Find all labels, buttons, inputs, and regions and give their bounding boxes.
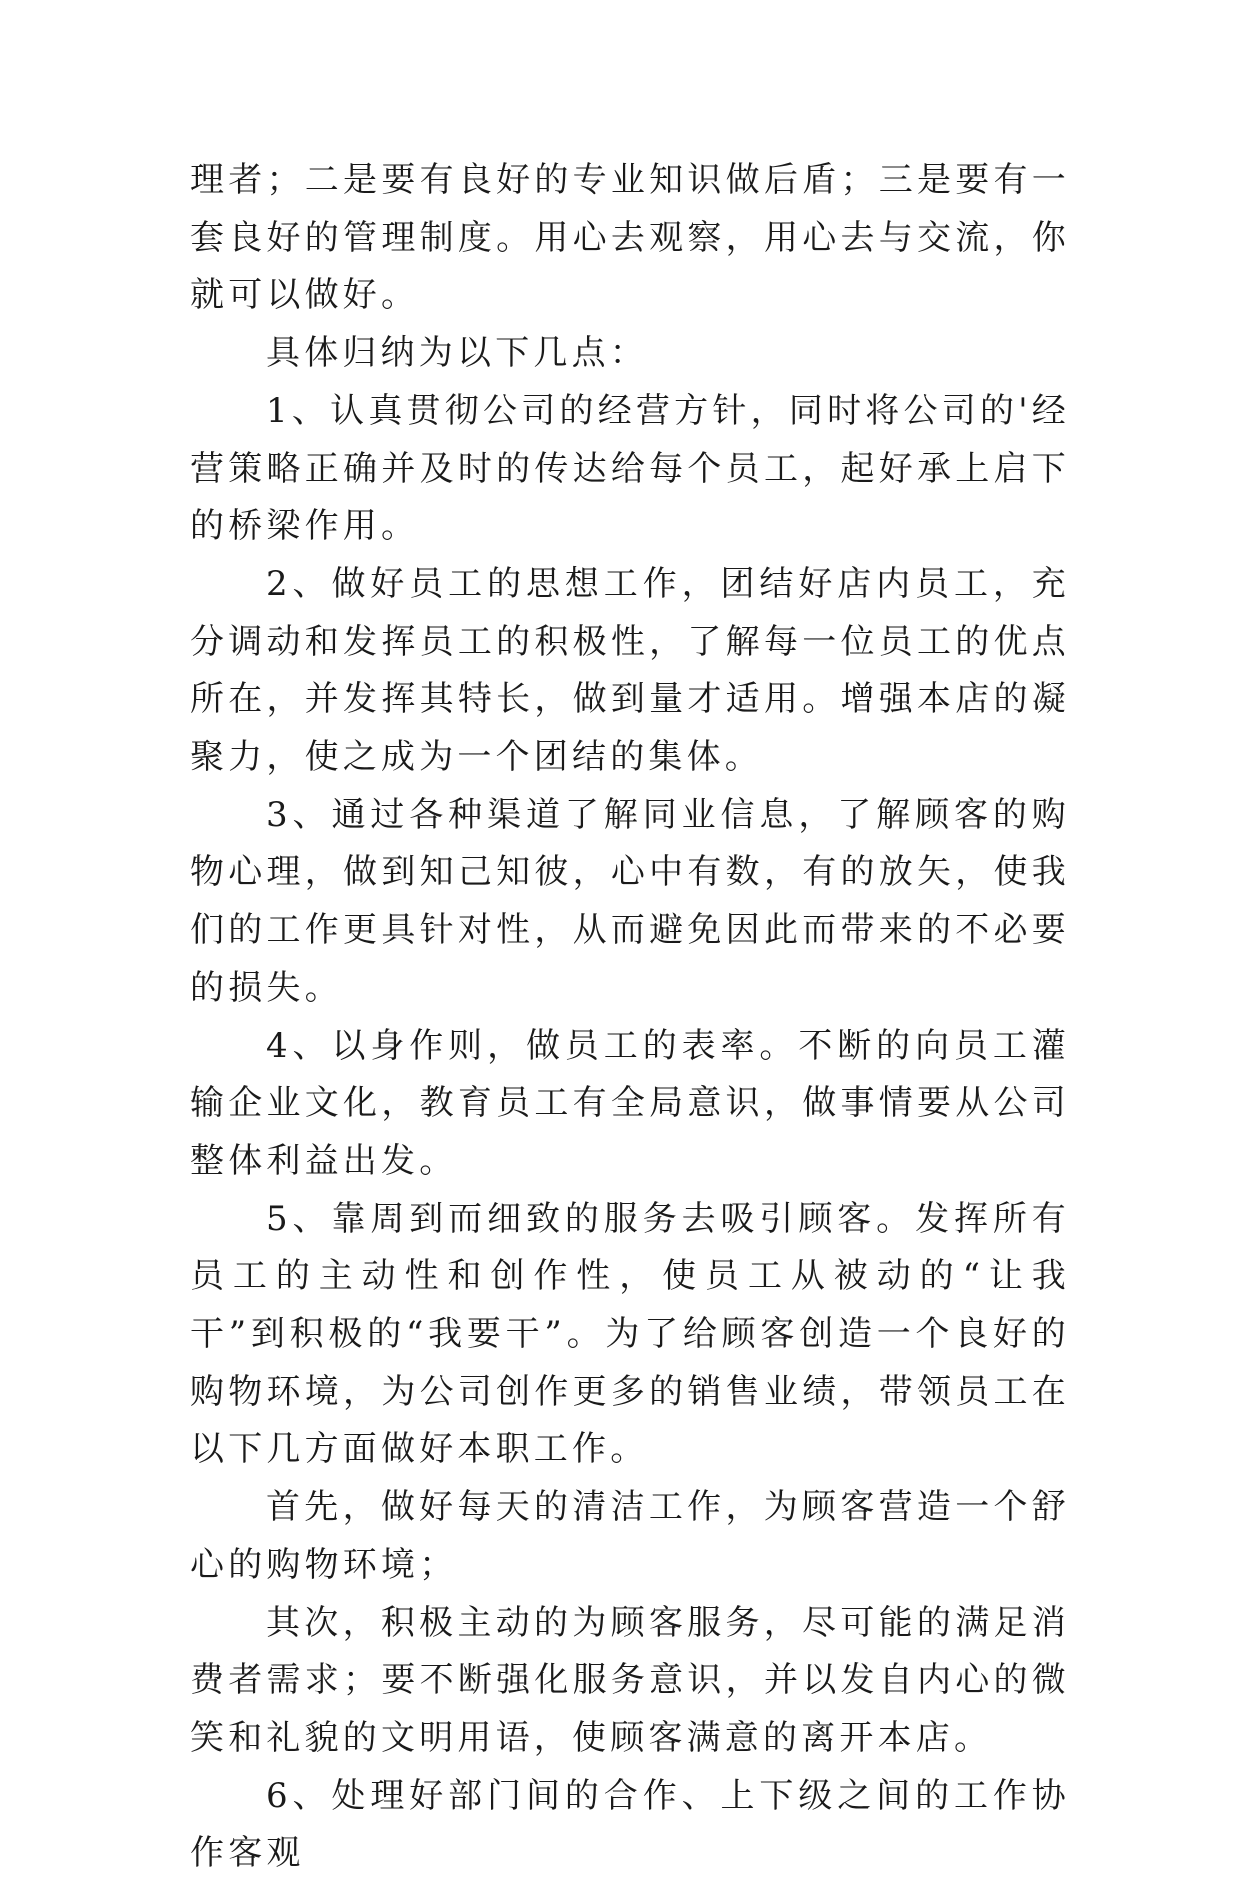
paragraph-point-6: 6、处理好部门间的合作、上下级之间的工作协作客观 bbox=[190, 1775, 1070, 1874]
paragraph-summary-intro: 具体归纳为以下几点： bbox=[266, 333, 648, 374]
paragraph-point-5: 5、靠周到而细致的服务去吸引顾客。发挥所有员工的主动性和创作性，使员工从被动的“让我干”到积极的“我要干”。为了给顾客创造一个良好的购物环境，为公司创作更多的销售业绩，带领员工在以下几方面做好本职工作。 bbox=[190, 1198, 1070, 1470]
paragraph-second: 其次，积极主动的为顾客服务，尽可能的满足消费者需求；要不断强化服务意识，并以发自内心的微笑和礼貌的文明用语，使顾客满意的离开本店。 bbox=[190, 1602, 1070, 1758]
paragraph-continuation: 理者；二是要有良好的专业知识做后盾；三是要有一套良好的管理制度。用心去观察，用心去与交流，你就可以做好。 bbox=[190, 160, 1070, 316]
paragraph-point-4: 4、以身作则，做员工的表率。不断的向员工灌输企业文化，教育员工有全局意识，做事情要从公司整体利益出发。 bbox=[190, 1025, 1070, 1181]
paragraph-point-3: 3、通过各种渠道了解同业信息，了解顾客的购物心理，做到知己知彼，心中有数，有的放矢，使我们的工作更具针对性，从而避免因此而带来的不必要的损失。 bbox=[190, 794, 1070, 1008]
paragraph-first: 首先，做好每天的清洁工作，为顾客营造一个舒心的购物环境； bbox=[190, 1487, 1070, 1585]
paragraph-point-1: 1、认真贯彻公司的经营方针，同时将公司的'经营策略正确并及时的传达给每个员工，起好承上启下的桥梁作用。 bbox=[190, 390, 1070, 547]
paragraph-point-2: 2、做好员工的思想工作，团结好店内员工，充分调动和发挥员工的积极性，了解每一位员工的优点所在，并发挥其特长，做到量才适用。增强本店的凝聚力，使之成为一个团结的集体。 bbox=[190, 563, 1070, 778]
document-body bbox=[190, 152, 1070, 1883]
